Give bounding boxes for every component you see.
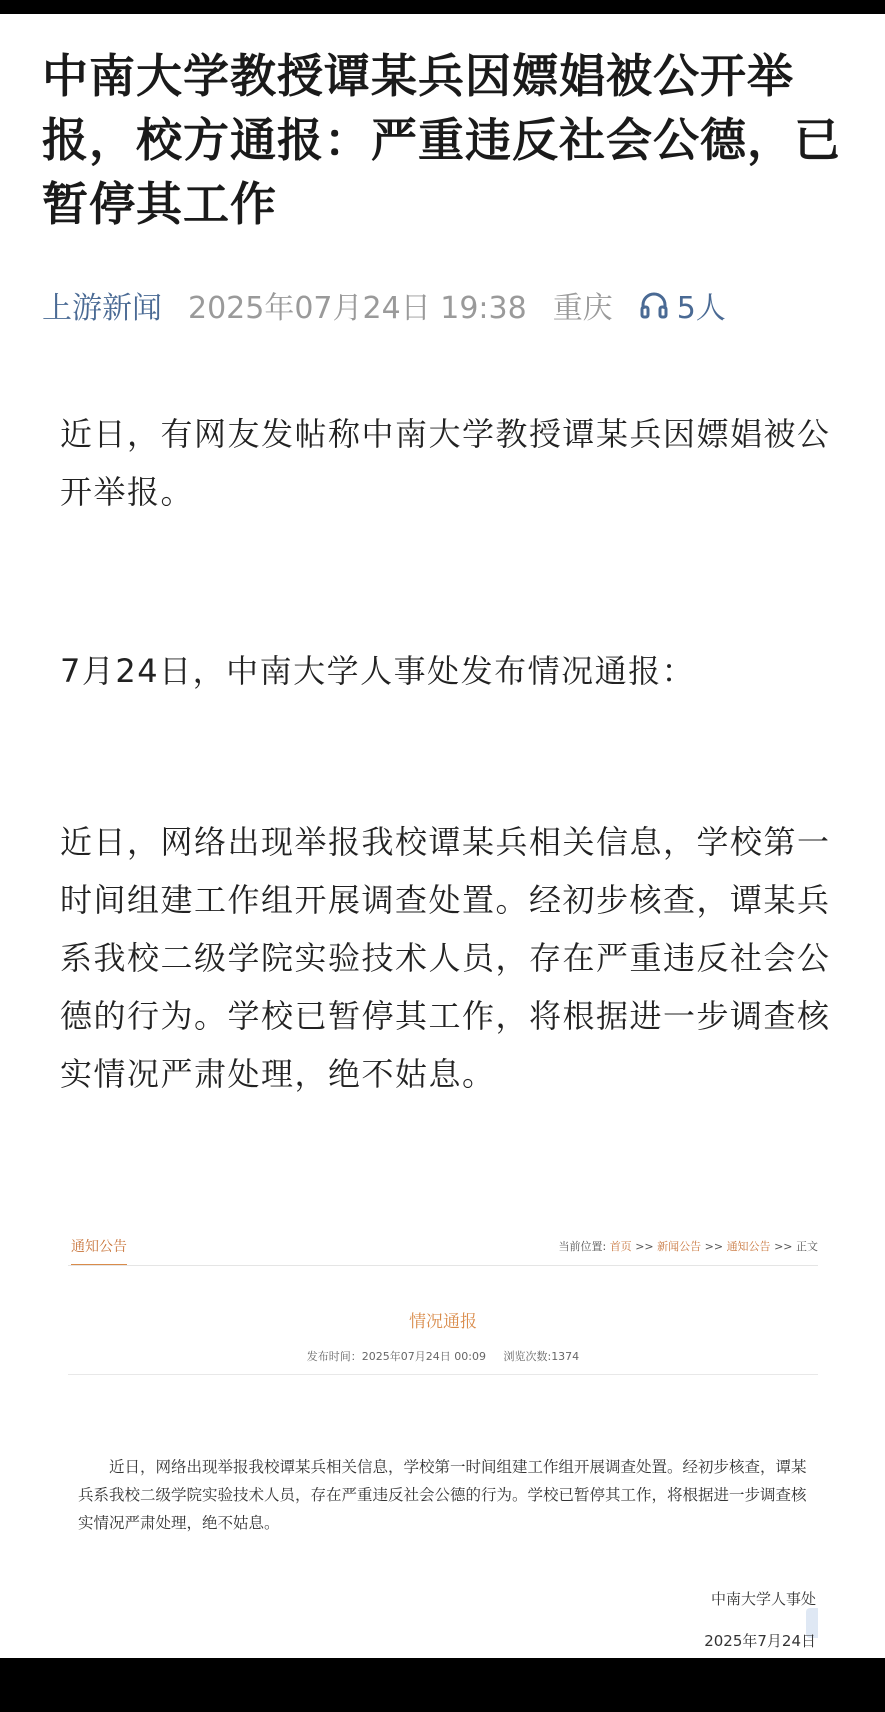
notice-divider [68,1374,818,1375]
breadcrumb-prefix: 当前位置: [558,1240,607,1253]
breadcrumb-news[interactable]: 新闻公告 [657,1240,702,1253]
breadcrumb-notice[interactable]: 通知公告 [726,1240,771,1253]
notice-signature: 中南大学人事处 [710,1590,816,1608]
article-meta [42,280,726,330]
publish-label: 发布时间： [306,1350,362,1363]
breadcrumb-current: 正文 [796,1240,818,1253]
notice-tab[interactable]: 通知公告 [71,1236,127,1266]
notice-screenshot [68,1225,818,1658]
listen-button[interactable] [639,283,726,327]
paragraph-1: 近日，有网友发帖称中南大学教授谭某兵因嫖娼被公开举报。 [60,415,831,511]
views-label: 浏览次数: [503,1350,552,1363]
views-count: 1374 [551,1350,580,1363]
breadcrumb [558,1238,818,1254]
headphones-icon [639,291,669,319]
notice-info [68,1348,818,1364]
source-name[interactable]: 上游新闻 [42,291,162,326]
breadcrumb-sep: >> [704,1240,724,1253]
paragraph-2: 7月24日，中南大学人事处发布情况通报： [60,652,696,690]
bottom-black-bar [0,1658,885,1712]
notice-body: 近日，网络出现举报我校谭某兵相关信息，学校第一时间组建工作组开展调查处置。经初步核查，谭某兵系我校二级学院实验技术人员，存在严重违反社会公德的行为。学校已暂停其工作，将根据进一步调查核实情况严肃处理，绝不姑息。 [78,1458,807,1532]
top-black-bar [0,0,885,14]
publish-datetime: 2025年07月24日 19:38 [188,291,527,326]
notice-date: 2025年7月24日 [704,1632,816,1650]
listener-count: 5人 [676,291,726,326]
paragraph-3: 近日，网络出现举报我校谭某兵相关信息，学校第一时间组建工作组开展调查处置。经初步核查，谭某兵系我校二级学院实验技术人员，存在严重违反社会公德的行为。学校已暂停其工作，将根据进一步调查核实情况严肃处理，绝不姑息。 [60,823,831,1093]
breadcrumb-sep: >> [774,1240,793,1253]
notice-publish-time: 2025年07月24日 00:09 [361,1350,486,1363]
article-title: 中南大学教授谭某兵因嫖娼被公开举报，校方通报：严重违反社会公德，已暂停其工作 [42,49,841,231]
breadcrumb-sep: >> [635,1240,654,1253]
breadcrumb-home[interactable]: 首页 [609,1240,632,1253]
notice-title: 情况通报 [409,1312,477,1332]
location: 重庆 [552,291,613,326]
notice-tab-divider [68,1265,818,1266]
